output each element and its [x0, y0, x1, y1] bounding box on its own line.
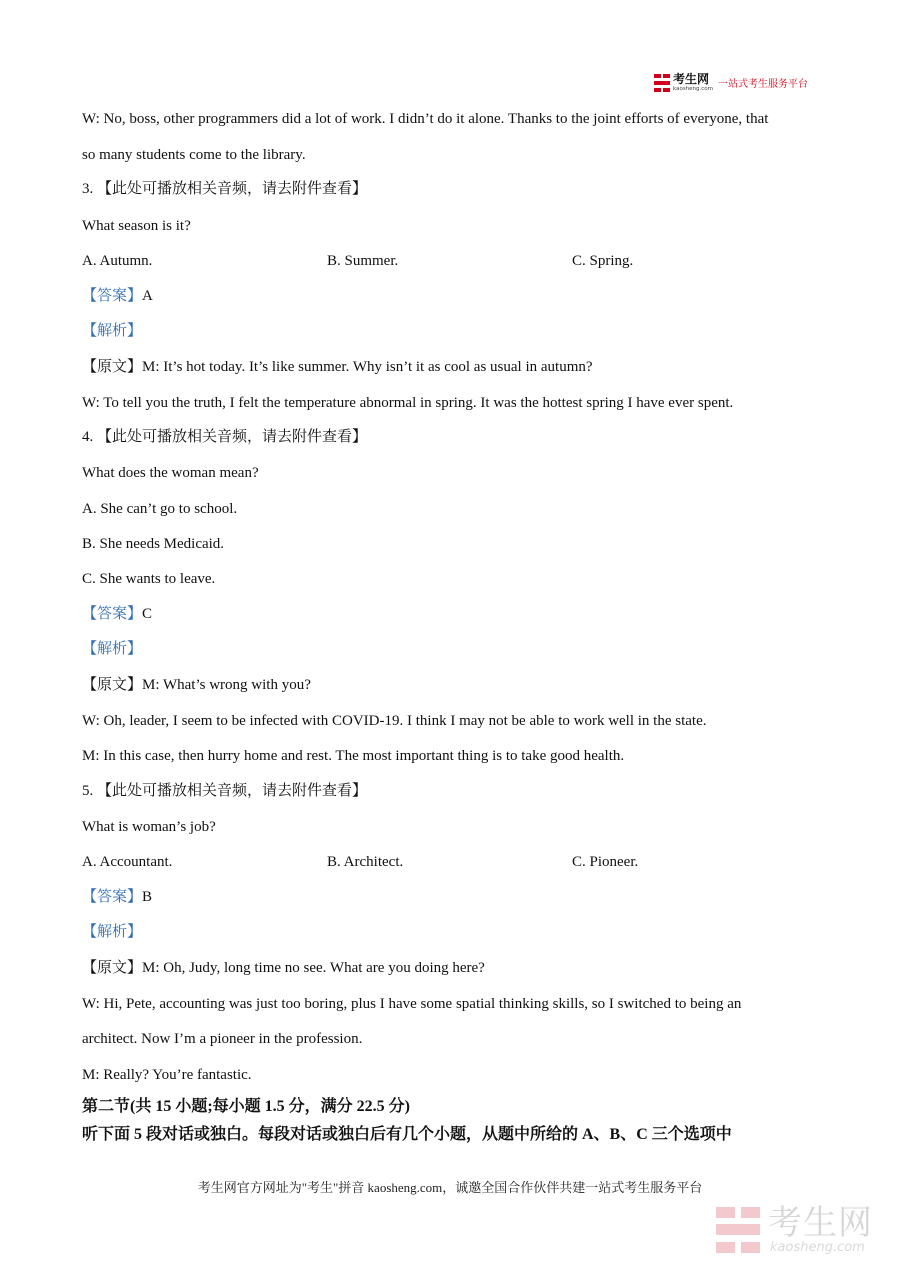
kaosheng-logo-icon: [654, 74, 670, 92]
q3-answer-letter: A: [142, 288, 153, 304]
logo-domain: kaosheng.com: [673, 86, 714, 92]
logo-slogan: 一站式考生服务平台: [718, 79, 808, 90]
q4-prompt: 4. 【此处可播放相关音频，请去附件查看】: [82, 429, 368, 445]
q4-option-c: C. She wants to leave.: [82, 571, 216, 587]
section2-instruction: 听下面 5 段对话或独白。每段对话或独白后有几个小题，从题中所给的 A、B、C 三个选项中: [82, 1126, 732, 1143]
q5-answer: 【答案】B: [82, 889, 153, 905]
q5-answer-letter: B: [142, 889, 153, 905]
header-logo: [654, 72, 822, 96]
q3-option-c: C. Spring.: [572, 253, 634, 269]
watermark-domain: kaosheng.com: [770, 1240, 865, 1255]
q4-transcript-line: W: Oh, leader, I seem to be infected with COVID-19. I think I may not be able to work well in the state.: [82, 713, 707, 729]
q5-option-c: C. Pioneer.: [572, 854, 639, 870]
q3-question: What season is it?: [82, 218, 191, 234]
section2-title: 第二节(共 15 小题;每小题 1.5 分，满分 22.5 分): [82, 1098, 410, 1115]
q4-answer-letter: C: [142, 606, 153, 622]
q5-prompt: 5. 【此处可播放相关音频，请去附件查看】: [82, 783, 368, 799]
q3-transcript-line: 【原文】M: It’s hot today. It’s like summer. Why isn’t it as cool as usual in autumn?: [82, 359, 593, 375]
logo-brand: 考生网: [673, 72, 710, 86]
q4-transcript-line: M: In this case, then hurry home and rest. The most important thing is to take good health.: [82, 748, 625, 764]
q3-answer: 【答案】A: [82, 288, 153, 304]
footer-text: 考生网官方网址为"考生"拼音 kaosheng.com，诚邀全国合作伙伴共建一站式考生服务平台: [197, 1180, 703, 1195]
q4-transcript-line: 【原文】M: What’s wrong with you?: [82, 677, 311, 693]
q3-transcript-line: W: To tell you the truth, I felt the temperature abnormal in spring. It was the hottest spring I have ever spent.: [82, 395, 734, 411]
watermark-brand: 考生网: [768, 1203, 873, 1243]
q5-analysis-label: 【解析】: [82, 924, 143, 940]
q4-answer: 【答案】C: [82, 606, 153, 622]
q5-option-b: B. Architect.: [327, 854, 404, 870]
q4-option-b: B. She needs Medicaid.: [82, 536, 225, 552]
q2-transcript-line: W: No, boss, other programmers did a lot of work. I didn’t do it alone. Thanks to the joint efforts of everyone, that: [82, 111, 769, 127]
footer-watermark: [716, 1205, 886, 1257]
q4-analysis-label: 【解析】: [82, 641, 143, 657]
q3-option-b: B. Summer.: [327, 253, 399, 269]
q5-transcript-line: M: Really? You’re fantastic.: [82, 1067, 252, 1083]
q5-transcript-line: architect. Now I’m a pioneer in the profession.: [82, 1031, 363, 1047]
q5-question: What is woman’s job?: [82, 819, 216, 835]
q3-option-a: A. Autumn.: [82, 253, 153, 269]
q2-transcript-line: so many students come to the library.: [82, 147, 306, 163]
kaosheng-watermark-icon: [716, 1207, 760, 1253]
q3-prompt: 3. 【此处可播放相关音频，请去附件查看】: [82, 181, 368, 197]
q3-analysis-label: 【解析】: [82, 323, 143, 339]
q5-option-a: A. Accountant.: [82, 854, 173, 870]
q4-question: What does the woman mean?: [82, 465, 259, 481]
q4-option-a: A. She can’t go to school.: [82, 501, 238, 517]
q5-transcript-line: W: Hi, Pete, accounting was just too boring, plus I have some spatial thinking skills, so I switched to being an: [82, 996, 742, 1012]
q5-transcript-line: 【原文】M: Oh, Judy, long time no see. What are you doing here?: [82, 960, 485, 976]
